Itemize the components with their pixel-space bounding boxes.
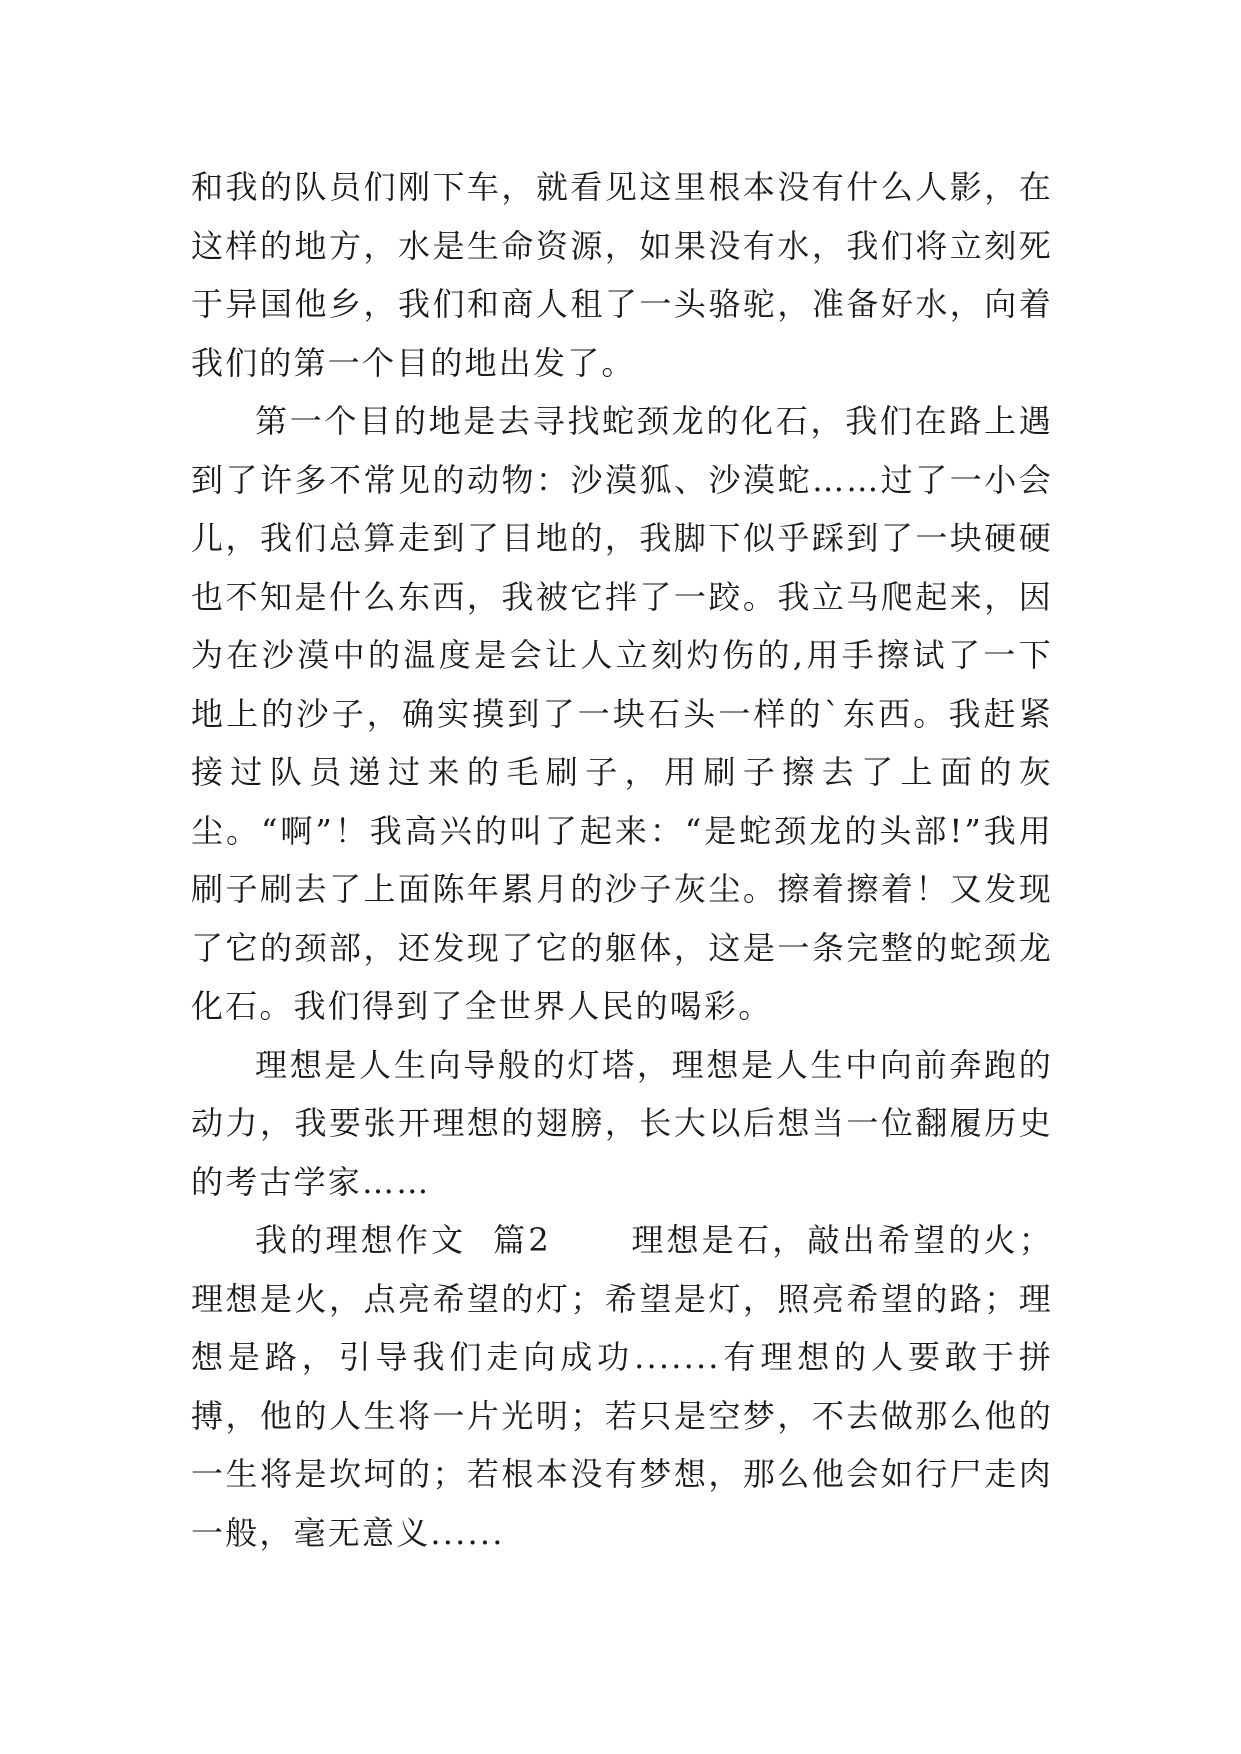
document-body [191, 158, 1053, 1562]
paragraph-4: 我的理想作文 篇2 理想是石，敲出希望的火；理想是火，点亮希望的灯；希望是灯，照亮希望的路；理想是路，引导我们走向成功.......有理想的人要敢于拼搏，他的人生将一片光明；若只是空梦，不去做那么他的一生将是坎坷的；若根本没有梦想，那么他会如行尸走肉一般，毫无意义...... [191, 1221, 1053, 1552]
paragraph-2: 第一个目的地是去寻找蛇颈龙的化石，我们在路上遇到了许多不常见的动物：沙漠狐、沙漠蛇……过了一小会儿，我们总算走到了目地的，我脚下似乎踩到了一块硬硬也不知是什么东西，我被它拌了一跤。我立马爬起来，因为在沙漠中的温度是会让人立刻灼伤的,用手擦试了一下地上的沙子，确实摸到了一块石头一样的`东西。我赶紧接过队员递过来的毛刷子，用刷子擦去了上面的灰尘。“啊”！我高兴的叫了起来：“是蛇颈龙的头部!”我用刷子刷去了上面陈年累月的沙子灰尘。擦着擦着！又发现了它的颈部，还发现了它的躯体，这是一条完整的蛇颈龙化石。我们得到了全世界人民的喝彩。 [191, 402, 1053, 1025]
paragraph-3: 理想是人生向导般的灯塔，理想是人生中向前奔跑的动力，我要张开理想的翅膀，长大以后想当一位翻履历史的考古学家…… [191, 1045, 1053, 1201]
paragraph-1: 和我的队员们刚下车，就看见这里根本没有什么人影，在这样的地方，水是生命资源，如果没有水，我们将立刻死于异国他乡，我们和商人租了一头骆驼，准备好水，向着我们的第一个目的地出发了。 [191, 168, 1053, 382]
